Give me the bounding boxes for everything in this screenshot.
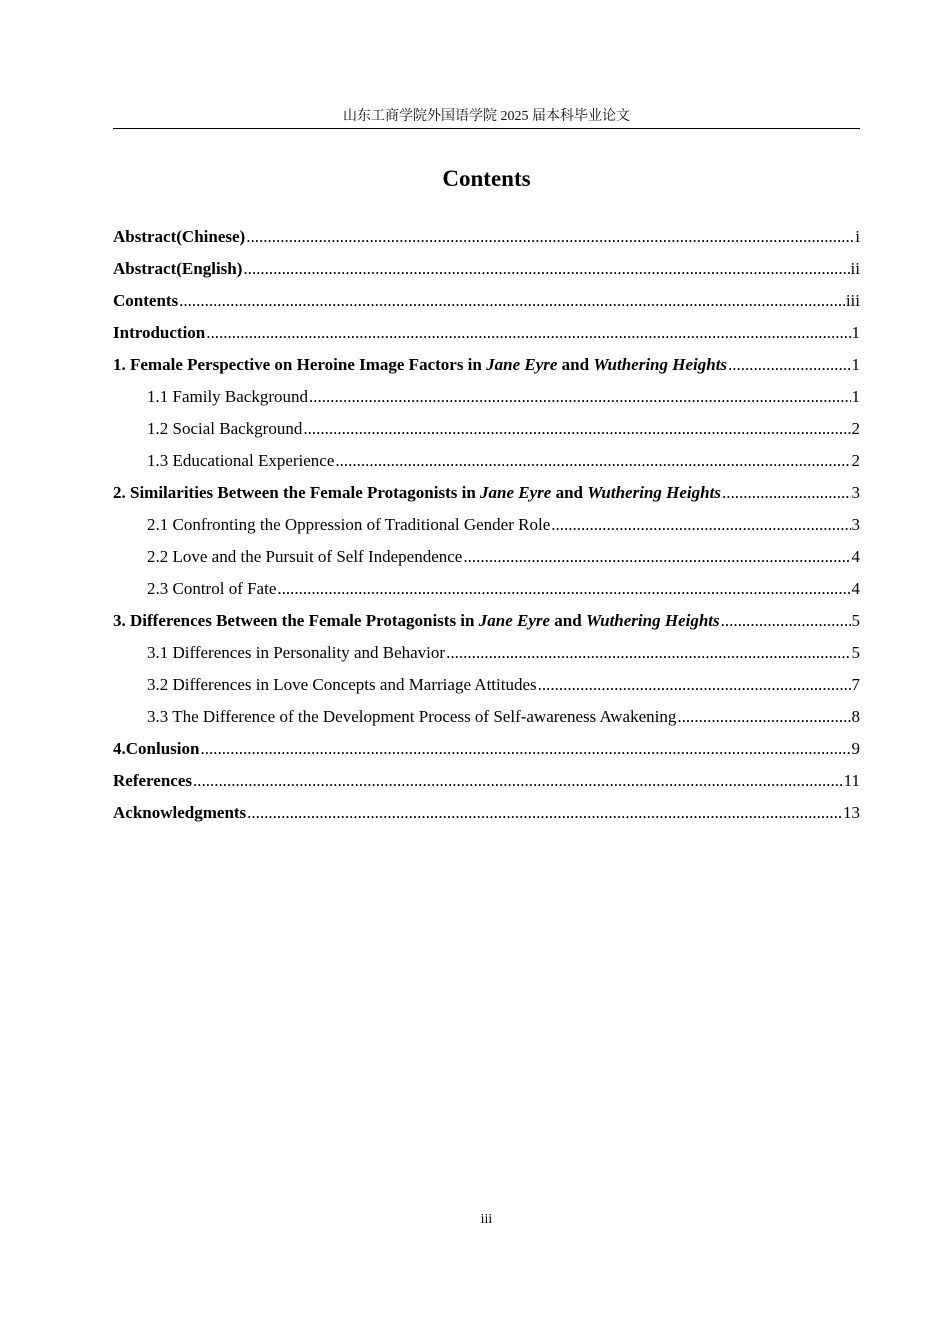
toc-page-number: 4 [851,547,860,566]
toc-entry-conclusion[interactable] [113,736,860,768]
dot-leader [446,640,850,666]
dot-leader [677,704,850,730]
header-divider [113,128,860,129]
toc-entry-abstract-chinese[interactable] [113,224,860,256]
toc-page-number: 13 [843,803,860,822]
running-header: 山东工商学院外国语学院 2025 届本科毕业论文 [343,109,630,124]
dot-leader [463,544,850,570]
toc-entry-section-2-2[interactable] [113,544,860,576]
dot-leader [247,800,842,826]
toc-page-number: 2 [851,451,860,470]
toc-page-number: 9 [851,739,860,758]
toc-entry-label: 3.2 Differences in Love Concepts and Marriage Attitudes [147,675,537,694]
toc-entry-label: 2.3 Control of Fate [147,579,277,598]
dot-leader [722,480,851,506]
toc-entry-references[interactable] [113,768,860,800]
dot-leader [179,288,845,314]
toc-entry-introduction[interactable] [113,320,860,352]
toc-page-number: 5 [851,611,860,630]
toc-entry-label: 3.1 Differences in Personality and Behavior [147,643,446,662]
toc-page-number: iii [845,291,860,310]
dot-leader [538,672,851,698]
dot-leader [200,736,850,762]
toc-page-number: 1 [851,355,860,374]
toc-entry-label: 1.3 Educational Experience [147,451,335,470]
toc-entry-section-1-1[interactable] [113,384,860,416]
toc-entry-label: 2.2 Love and the Pursuit of Self Independence [147,547,463,566]
toc-page-number: 3 [851,515,860,534]
toc-entry-label: 1.2 Social Background [147,419,303,438]
toc-page-number: 1 [851,323,860,342]
dot-leader [193,768,843,794]
toc-entry-label: Introduction [113,323,206,342]
toc-entry-acknowledgments[interactable] [113,800,860,832]
toc-entry-label: 3.3 The Difference of the Development Process of Self-awareness Awakening [147,707,677,726]
toc-page-number: 11 [843,771,860,790]
toc-page-number: ii [850,259,860,278]
toc-page-number: i [855,227,860,246]
toc-entry-section-1-3[interactable] [113,448,860,480]
toc-page-number: 7 [851,675,860,694]
toc-entry-section-2-3[interactable] [113,576,860,608]
dot-leader [303,416,850,442]
dot-leader [335,448,850,474]
page-title: Contents [442,166,531,191]
toc-entry-chapter-3[interactable] [113,608,860,640]
toc-entry-label: Acknowledgments [113,803,247,822]
dot-leader [206,320,850,346]
toc-entry-section-2-1[interactable] [113,512,860,544]
toc-page-number: 1 [851,387,860,406]
toc-page-number: 3 [851,483,860,502]
toc-entry-section-3-2[interactable] [113,672,860,704]
toc-entry-chapter-2[interactable] [113,480,860,512]
toc-entry-label: References [113,771,192,790]
toc-entry-section-3-3[interactable] [113,704,860,736]
toc-entry-label: Abstract(English) [113,259,243,278]
toc-entry-label: 2. Similarities Between the Female Protagonists in Jane Eyre and Wuthering Heights [113,483,721,502]
dot-leader [277,576,850,602]
toc-entry-label: Abstract(Chinese) [113,227,246,246]
dot-leader [721,608,851,634]
toc-page-number: 5 [851,643,860,662]
toc-entry-label: 1. Female Perspective on Heroine Image Factors in Jane Eyre and Wuthering Heights [113,355,728,374]
toc-entry-section-3-1[interactable] [113,640,860,672]
toc-entry-abstract-english[interactable] [113,256,860,288]
dot-leader [246,224,854,250]
page-number: iii [480,1212,493,1227]
toc-page-number: 8 [851,707,860,726]
toc-entry-label: Contents [113,291,179,310]
toc-entry-label: 3. Differences Between the Female Protagonists in Jane Eyre and Wuthering Heights [113,611,720,630]
dot-leader [243,256,849,282]
toc-page-number: 2 [851,419,860,438]
toc-entry-section-1-2[interactable] [113,416,860,448]
table-of-contents [113,224,860,832]
dot-leader [551,512,850,538]
toc-entry-contents[interactable] [113,288,860,320]
dot-leader [309,384,850,410]
toc-entry-label: 1.1 Family Background [147,387,309,406]
toc-entry-label: 2.1 Confronting the Oppression of Traditional Gender Role [147,515,551,534]
toc-entry-chapter-1[interactable] [113,352,860,384]
toc-entry-label: 4.Conlusion [113,739,200,758]
dot-leader [728,352,850,378]
toc-page-number: 4 [851,579,860,598]
